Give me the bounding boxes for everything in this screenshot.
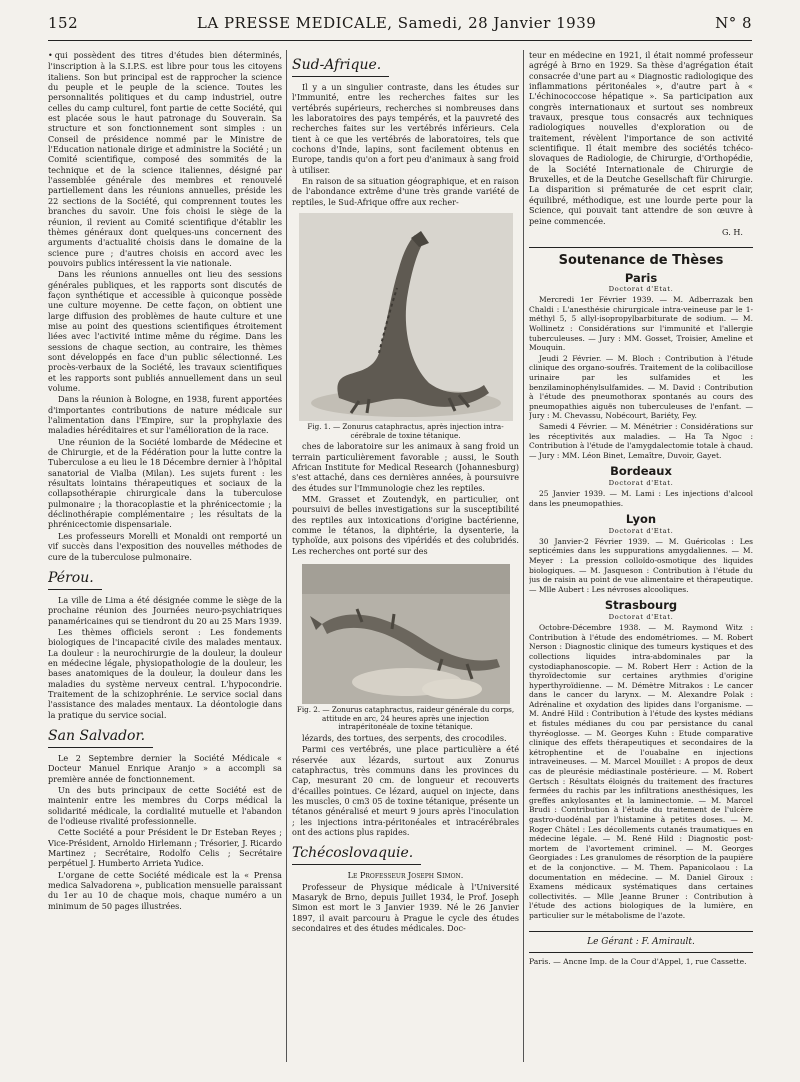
column-divider: [523, 50, 524, 1062]
paragraph: Dans les réunions annuelles ont lieu des sessions générales publiques, et les rapports sont discutés de façon synthétique et accessible à quiconque possède une culture moyenne. De cette façon, on obtient une large diffusion des problèmes de haute culture et une mise au point des questions scientifiques étroitement liées avec l'activité intime même du régime. Dans les sessions de chaque section, au contraire, les thèmes sont développés en face d'un public sélectionné. Les procès-verbaux de la Société, les travaux scientifiques et les rapports sont publiés annuellement dans un seul volume.: [48, 269, 282, 393]
paragraph: Cette Société a pour Président le Dr Esteban Reyes ; Vice-Président, Arnoldo Hirlemann ; Trésorier, J. Ricardo Martinez ; Secrétaire, Rodolfo Celis ; Secrétaire perpétuel J. Humberto Arrieta Yudice.: [48, 827, 282, 869]
printer-imprint: Paris. — Ancne Imp. de la Cour d'Appel, 1, rue Cassette.: [529, 956, 747, 966]
paragraph: Une réunion de la Société lombarde de Médecine et de Chirurgie, et de la Fédération pour la lutte contre la Tuberculose a eu lieu le 18 Décembre dernier à l'hôpital sanatorial de Vialba (Milan). Les sujets furent : les résultats lointains thérapeutiques et sociaux de la collapsothérapie chirurgicale dans la tuberculose pulmonaire ; la thoracoplastie et la phrénicectomie ; la déclinothérapie complémentaire ; les résultats de la phrénicectomie dispensariale.: [48, 436, 282, 530]
paragraph: Professeur de Physique médicale à l'Université Masaryk de Brno, depuis Juillet 1934, le Prof. Joseph Simon est mort le 3 Janvier 1939. Né le 26 Janvier 1897, il avait parcouru à Prague le cycle des études secondaires et des études médicales. Doc-: [292, 881, 519, 934]
column-left: [48, 50, 282, 1060]
issue-number: N° 8: [715, 14, 752, 32]
paragraph-text: qui possèdent des titres d'études bien déterminés, l'inscription à la S.I.P.S. est libre pour tous les citoyens italiens. Son but principal est de rapprocher la science du peuple et le peuple de la science. Toutes les personnalités politiques et du camp industriel, outre celles du camp culturel, font partie de cette Société, qui est placée sous le haut patronage du Souverain. Sa structure et son fonctionnement sont simples : un Conseil de présidence nommé par le Ministre de l'Education nationale dirige et administre la Société ; un Comité scientifique, composé des sommités de la technique et de la science italiennes, désigné par l'assemblée générale des membres et renouvelé partiellement dans les réunions annuelles, préside les 22 sections de la Société, qui comprennent toutes les branches du savoir. Une fois choisi le siège de la réunion, il revient au Comité scientifique d'établir les thèmes généraux dont quelques-uns concernent des arguments d'actualité choisis dans le domaine de la science pure ; d'autres choisis en accord avec les pouvoirs publics intéressent la vie nationale.: [48, 50, 282, 268]
paragraph: Un des buts principaux de cette Société est de maintenir entre les membres du Corps médical la solidarité médicale, la cordialité mutuelle et l'abandon de l'odieuse rivalité professionnelle.: [48, 785, 282, 827]
thesis-entry: Octobre-Décembre 1938. — M. Raymond Witz : Contribution à l'étude des endométriomes. — M. Robert Nerson : Diagnostic clinique des tumeurs kystiques et des collections liquides intra-abdominales par la cystodiaphanoscopie. — M. Robert Herr : Action de la thyroïdectomie sur certaines arythmies d'origine hyperthyroïdienne. — M. Démètre Mitrakos : Le cancer dans le cancer du larynx. — M. Alexandre Polak : Adrénaline et oxydation des lipides dans l'organisme. — M. André Hild : Contribution à l'étude des kystes médians et fistules médianes du cou par persistance du canal thyréoglosse. — M. Georges Kuhn : Etude comparative clinique des effets thérapeutiques et secondaires de la kétrophentine et de l'ouabaïne en injections intraveineuses. — M. Marcel Mouillet : A propos de deux cas de pleurésie médiastinale postérieure. — M. Robert Gertsch : Résultats éloignés du traitement des fractures fermées du rachis par les infiltrations anesthésiques, les greffes ankylosantes et la laminectomie. — M. Marcel Brudi : Contribution à l'étude du traitement de l'ulcère gastro-duodénal par l'histamine à petites doses. — M. Roger Châtel : Les décollements cutanés traumatiques en médecine légale. — M. René Hild : Diagnostic post-mortem de l'avortement criminel. — M. Georges Georgiades : Les granulomes de résorption de la paupière et de la conjonctive. — M. Them. Papanicolaou : La documentation en médecine. — M. Daniel Giroux : Examens médicaux systématiques dans certaines collectivités. — Mlle Jeanne Bruner : Contribution à l'étude des actions biologiques de la lumière, en particulier sur le métabolisme de l'azote.: [529, 623, 753, 920]
doctorat-label: Doctorat d'Etat.: [608, 284, 674, 293]
thesis-entry: Mercredi 1er Février 1939. — M. Adberrazak ben Chaldi : L'anesthésie chirurgicale intra-veineuse par le 1-méthyl 5, 5 allyl-isopropylbarbiturate de sodium. — M. Wollinetz : Considérations sur l'immunité et l'allergie tuberculeuses. — Jury : MM. Gosset, Troisier, Ameline et Mouquin.: [529, 295, 753, 353]
paragraph: Les thèmes officiels seront : Les fondements biologiques de l'incapacité civile des malades mentaux. La douleur : la neurochirurgie de la douleur, la douleur en médecine légale, physiopathologie de la douleur, les bases anatomiques de la douleur, la douleur dans les maladies du système nerveux central. L'hypocondrie. Traitement de la schizophrénie. Le service social dans l'assistance des malades mentaux. La déontologie dans la pratique du service social.: [48, 626, 282, 720]
paragraph: MM. Grasset et Zoutendyk, en particulier, ont poursuivi de belles investigations sur la susceptibilité des reptiles aux intoxications d'origine bactérienne, comme le tétanos, la diphtérie, la dysenterie, la typhoïde, aux poisons des vipéridés et des colubridés. Les recherches ont porté sur des: [292, 494, 519, 556]
thesis-entry: 25 Janvier 1939. — M. Lami : Les injections d'alcool dans les pneumopathies.: [529, 489, 753, 508]
theses-heading: Soutenance de Thèses: [529, 247, 753, 266]
city-heading-strasbourg: Strasbourg: [604, 598, 678, 613]
page-header: [48, 14, 752, 41]
city-heading-bordeaux: Bordeaux: [610, 464, 672, 479]
paragraph: Parmi ces vertébrés, une place particulière a été réservée aux lézards, surtout aux Zonurus cataphractus, très communs dans les provinces du Cap, mesurant 20 cm. de longueur et recouverts d'écailles pointues. Ce lézard, auquel on injecte, dans les muscles, 0 cm3 05 de toxine tétanique, présente un tétanos généralisé et meurt 9 jours après l'inoculation ; les injections intra-péritonéales et intracérébrales ont des actions plus rapides.: [292, 744, 519, 837]
managing-editor-line: Le Gérant : F. Amirault.: [529, 931, 753, 953]
author-initials: G. H.: [722, 226, 743, 237]
paragraph: La ville de Lima a été désignée comme le siège de la prochaine réunion des Journées neuro-psychiatriques panaméricaines qui se tiendront du 20 au 25 Mars 1939.: [48, 594, 282, 626]
page-number: 152: [48, 14, 79, 32]
thesis-entry: 30 Janvier-2 Février 1939. — M. Guéricolas : Les septicémies dans les suppurations amygdaliennes. — M. Meyer : La pression colloïdo-osmotique des liquides biologiques. — M. Jasqueson : Contribution à l'étude du jus de raisin au point de vue alimentaire et thérapeutique. — Mlle Aubert : Les névroses alcooliques.: [529, 536, 753, 594]
thesis-entry: Samedi 4 Février. — M. Ménétrier : Considérations sur les réceptivités aux maladies. — Ha Ta Ngoc : Contribution à l'étude de l'amygdalectomie totale à chaud. — Jury : MM. Léon Binet, Lemaître, Duvoir, Gayet.: [529, 421, 753, 460]
paragraph: Il y a un singulier contraste, dans les études sur l'Immunité, entre les recherches faites sur les vertébrés supérieurs, recherches si nombreuses dans les laboratoires des pays tempérés, et la pauvreté des recherches faites sur les vertébrés inférieurs. Cela tient à ce que les vertébrés de laboratoires, tels que cochons d'Inde, lapins, sont facilement obtenus en Europe, tandis qu'on a fort peu d'animaux à sang froid à utiliser.: [292, 82, 519, 175]
obituary-byline: Le Professeur Joseph Simon.: [347, 870, 464, 881]
figure-1-lizard-photo: [299, 213, 513, 421]
lizard-rigid-illustration: [302, 564, 510, 704]
masthead-title: LA PRESSE MEDICALE, Samedi, 28 Janvier 1939: [196, 14, 597, 32]
figure-2-lizard-photo: [302, 564, 510, 704]
paragraph: Dans la réunion à Bologne, en 1938, furent apportées d'importantes contributions de nature médicale sur l'alimentation dans l'Empire, sur la prophylaxie des maladies héréditaires et sur l'amélioration de la race.: [48, 394, 282, 436]
lizard-arched-illustration: [299, 213, 513, 421]
paragraph: Les professeurs Morelli et Monaldi ont remporté un vif succès dans l'exposition des nouvelles méthodes de cure de la tuberculose pulmonaire.: [48, 530, 282, 562]
paragraph: Le 2 Septembre dernier la Société Médicale « Docteur Manuel Enrique Aranjo » a accompli sa première année de fonctionnement.: [48, 752, 282, 784]
paragraph: ches de laboratoire sur les animaux à sang froid un terrain particulièrement favorable ; aussi, le South African Institute for Medical Research (Johannesburg) s'est attaché, dans ces dernières années, à poursuivre des études sur l'Immunologie chez les reptiles.: [292, 441, 519, 493]
section-title-san-salvador: San Salvador.: [48, 727, 153, 748]
section-title-perou: Pérou.: [48, 569, 102, 590]
figure-2-caption: Fig. 2. — Zonurus cataphractus, raideur générale du corps, attitude en arc, 24 heures après une injection intrapéritonéale de toxine tétanique.: [296, 705, 515, 732]
paragraph: En raison de sa situation géographique, et en raison de l'abondance extrême d'une très grande variété de reptiles, le Sud-Afrique offre aux recher-: [292, 176, 519, 207]
thesis-entry: Jeudi 2 Février. — M. Bloch : Contribution à l'étude clinique des organo-soufrés. Traitement de la colibacillose urinaire par les sulfamides et les benzilaminophénylsulfamides. — M. David : Contribution à l'étude des pneumothorax spontanés au cours des pneumopathies aiguës non tuberculeuses de l'enfant. — Jury : M. Chevassu, Nobécourt, Bariéty, Fey.: [529, 353, 753, 421]
column-divider: [286, 50, 287, 1062]
doctorat-label: Doctorat d'Etat.: [608, 526, 674, 535]
column-middle: [292, 50, 519, 1060]
section-title-sud-afrique: Sud-Afrique.: [292, 56, 389, 77]
paragraph: L'organe de cette Société médicale est la « Prensa medica Salvadorena », publication mensuelle paraissant du 1er au 10 de chaque mois, chaque numéro a un minimum de 50 pages illustrées.: [48, 869, 282, 911]
figure-1-caption: Fig. 1. — Zonurus cataphractus, après injection intra-cérébrale de toxine tétanique.: [307, 422, 504, 440]
city-heading-paris: Paris: [624, 270, 658, 285]
paragraph: lézards, des tortues, des serpents, des crocodiles.: [302, 732, 507, 743]
bullet-icon: •: [48, 51, 53, 60]
paragraph: teur en médecine en 1921, il était nommé professeur agrégé à Brno en 1929. Sa thèse d'agrégation était consacrée d'une part au « Diagnostic radiologique des inflammations péritonéales », d'autre part à « L'échinococcose hépatique ». Sa participation aux congrès internationaux et surtout ses nombreux travaux, presque tous consacrés aux techniques radiologiques nouvelles d'exploration ou de traitement, révèlent l'importance de son activité scientifique. Il était membre des sociétés tchéco-slovaques de Radiologie, de Chirurgie, d'Orthopédie, de la Société Internationale de Chirurgie de Bruxelles, et de la Deutche Gesellschaft für Chirurgie. La disparition si prématurée de cet esprit clair, équilibré, méthodique, est une lourde perte pour la Science, qui pouvait tant attendre de son œuvre à peine commencée.: [529, 50, 753, 226]
section-title-tchecoslovaquie: Tchécoslovaquie.: [292, 844, 421, 865]
doctorat-label: Doctorat d'Etat.: [608, 478, 674, 487]
column-right: [529, 50, 753, 1060]
paragraph: [48, 50, 282, 268]
doctorat-label: Doctorat d'Etat.: [608, 612, 674, 621]
city-heading-lyon: Lyon: [625, 512, 657, 527]
